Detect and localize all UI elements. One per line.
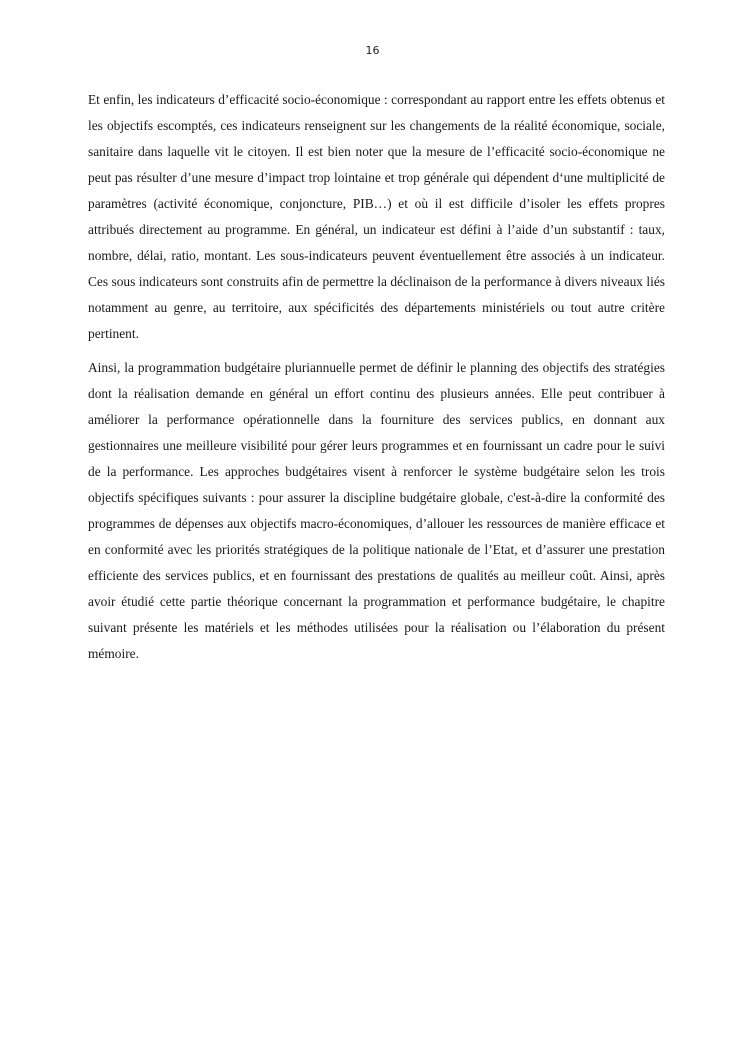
page-number: 16 — [365, 44, 380, 57]
paragraph-indicators: Et enfin, les indicateurs d’efficacité socio-économique : correspondant au rapport entre les effets obtenus et les objectifs escomptés, ces indicateurs renseignent sur les changements de la réalité économique, sociale, sanitaire dans laquelle vit le citoyen. Il est bien noter que la mesure de l’efficacité socio-économique ne peut pas résulter d’une mesure d’impact trop lointaine et trop générale qui dépendent d‘une multiplicité de paramètres (activité économique, conjoncture, PIB…) et où il est difficile d’isoler les effets propres attribués directement au programme. En général, un indicateur est défini à l’aide d’un substantif : taux, nombre, délai, ratio, montant. Les sous-indicateurs peuvent éventuellement être associés à un indicateur. Ces sous indicateurs sont construits afin de permettre la déclinaison de la performance à divers niveaux liés notamment au genre, au territoire, aux spécificités des départements ministériels ou tout autre critère pertinent. — [88, 92, 665, 341]
body-text — [88, 87, 665, 667]
paragraph-budget-programming: Ainsi, la programmation budgétaire pluriannuelle permet de définir le planning des objectifs des stratégies dont la réalisation demande en général un effort continu des plusieurs années. Elle peut contribuer à améliorer la performance opérationnelle dans la fourniture des services publics, en donnant aux gestionnaires une meilleure visibilité pour gérer leurs programmes et en fournissant un cadre pour le suivi de la performance. Les approches budgétaires visent à renforcer le système budgétaire selon les trois objectifs spécifiques suivants : pour assurer la discipline budgétaire globale, c'est-à-dire la conformité des programmes de dépenses aux objectifs macro-économiques, d’allouer les ressources de manière efficace et en conformité avec les priorités stratégiques de la politique nationale de l’Etat, et d’assurer une prestation efficiente des services publics, et en fournissant des prestations de qualités au meilleur coût. Ainsi, après avoir étudié cette partie théorique concernant la programmation et performance budgétaire, le chapitre suivant présente les matériels et les méthodes utilisées pour la réalisation ou l’élaboration du présent mémoire. — [88, 360, 665, 661]
